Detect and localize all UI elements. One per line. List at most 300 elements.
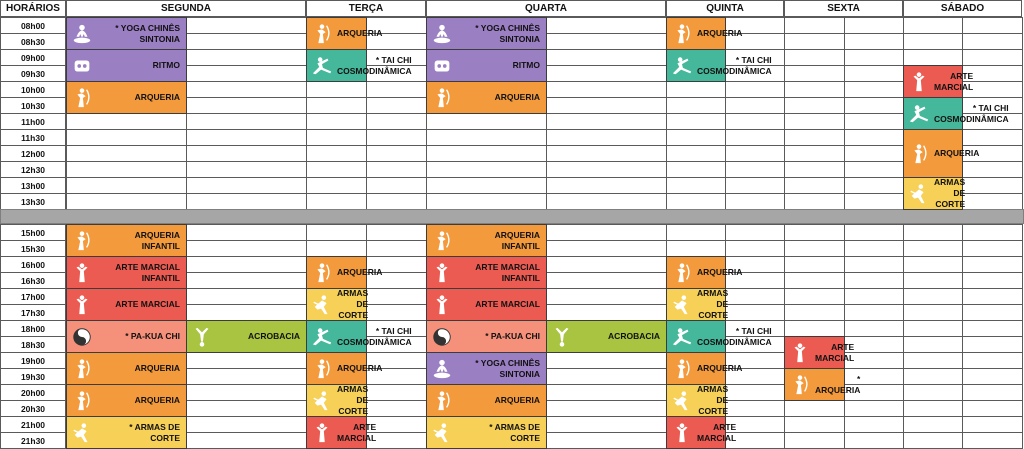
archer-icon <box>67 353 97 384</box>
empty-cell <box>666 145 726 162</box>
empty-cell <box>186 145 307 162</box>
empty-cell <box>186 384 307 401</box>
empty-cell <box>784 177 845 194</box>
class-label-line: ARMAS DE <box>337 384 369 405</box>
class-label <box>97 230 186 252</box>
empty-cell <box>306 193 367 210</box>
empty-cell <box>306 97 367 114</box>
class-block[interactable] <box>903 65 974 98</box>
class-label <box>457 358 546 380</box>
class-block[interactable] <box>666 416 737 449</box>
class-label <box>457 23 546 45</box>
class-label-line: ARMAS DE <box>697 288 729 309</box>
empty-cell <box>66 113 187 130</box>
class-label <box>697 363 748 374</box>
empty-cell <box>784 416 845 433</box>
empty-cell <box>186 256 307 273</box>
empty-cell <box>186 352 307 369</box>
empty-cell <box>666 129 726 146</box>
class-label <box>697 288 734 321</box>
martial-arts-icon <box>427 257 457 288</box>
empty-cell <box>186 240 307 257</box>
class-label-line: * TAI CHI <box>735 325 772 336</box>
class-label <box>97 363 186 374</box>
empty-cell <box>962 320 1023 337</box>
day-header-5: SÁBADO <box>903 0 1022 17</box>
day-header-2: QUARTA <box>426 0 666 17</box>
empty-cell <box>186 177 307 194</box>
class-block[interactable] <box>66 49 187 82</box>
empty-cell <box>725 240 785 257</box>
empty-cell <box>903 288 963 305</box>
empty-cell <box>546 129 667 146</box>
time-label: 13h00 <box>0 177 66 194</box>
empty-cell <box>366 384 427 401</box>
empty-cell <box>725 113 785 130</box>
empty-cell <box>426 113 547 130</box>
empty-cell <box>186 432 307 449</box>
class-label-line: ARQUERIA <box>697 28 743 38</box>
class-block[interactable] <box>784 368 861 401</box>
empty-cell <box>844 224 904 241</box>
empty-cell <box>546 256 667 273</box>
drum-icon <box>427 50 457 81</box>
class-label-line: ARQUERIA <box>337 267 383 277</box>
empty-cell <box>546 400 667 417</box>
empty-cell <box>784 161 845 178</box>
empty-cell <box>962 224 1023 241</box>
empty-cell <box>844 400 904 417</box>
class-block[interactable] <box>306 384 367 417</box>
yin-yang-icon <box>427 321 457 352</box>
time-label: 17h30 <box>0 304 66 321</box>
class-block[interactable] <box>426 416 547 449</box>
day-header-1: TERÇA <box>306 0 426 17</box>
class-block[interactable] <box>66 288 187 321</box>
empty-cell <box>186 193 307 210</box>
class-block[interactable] <box>66 81 187 114</box>
day-header-0: SEGUNDA <box>66 0 306 17</box>
class-label-line: ARMAS DE <box>337 288 369 309</box>
class-label <box>457 92 546 103</box>
martial-arts-icon <box>785 337 815 368</box>
empty-cell <box>962 352 1023 369</box>
class-label-line: ARQUERIA <box>494 395 540 405</box>
class-label <box>97 262 186 284</box>
class-label-line: * TAI CHI <box>375 54 412 65</box>
class-block[interactable] <box>666 320 772 353</box>
empty-cell <box>844 145 904 162</box>
class-block[interactable] <box>306 416 377 449</box>
empty-cell <box>426 177 547 194</box>
class-block[interactable] <box>666 288 729 321</box>
empty-cell <box>844 193 904 210</box>
empty-cell <box>666 113 726 130</box>
empty-cell <box>844 161 904 178</box>
empty-cell <box>844 272 904 289</box>
empty-cell <box>66 177 187 194</box>
empty-cell <box>306 224 367 241</box>
time-label: 10h00 <box>0 81 66 98</box>
empty-cell <box>666 81 726 98</box>
class-block[interactable] <box>426 81 547 114</box>
empty-cell <box>784 272 845 289</box>
class-label <box>337 267 388 278</box>
class-label-line: * ARMAS DE <box>129 421 180 432</box>
empty-cell <box>903 368 963 385</box>
class-label-line: ARTE MARCIAL <box>115 299 180 309</box>
empty-cell <box>306 145 367 162</box>
empty-cell <box>66 193 187 210</box>
class-label <box>934 177 971 210</box>
empty-cell <box>962 400 1023 417</box>
empty-cell <box>546 33 667 50</box>
time-label: 08h00 <box>0 17 66 34</box>
empty-cell <box>844 304 904 321</box>
empty-cell <box>546 161 667 178</box>
empty-cell <box>186 272 307 289</box>
time-label: 10h30 <box>0 97 66 114</box>
empty-cell <box>844 177 904 194</box>
class-block[interactable] <box>306 352 383 385</box>
class-label-line: COSMODINÂMICA <box>697 65 772 76</box>
empty-cell <box>844 416 904 433</box>
class-block[interactable] <box>66 416 187 449</box>
empty-cell <box>962 368 1023 385</box>
day-header-3: QUINTA <box>666 0 784 17</box>
empty-cell <box>186 161 307 178</box>
class-label-line: ARTE MARCIAL <box>815 341 855 363</box>
class-label <box>577 331 666 342</box>
time-label: 08h30 <box>0 33 66 50</box>
empty-cell <box>903 320 963 337</box>
empty-cell <box>903 400 963 417</box>
class-label-line: CORTE <box>338 310 369 320</box>
empty-cell <box>962 336 1023 353</box>
empty-cell <box>962 240 1023 257</box>
time-label: 12h00 <box>0 145 66 162</box>
class-label-line: * PA-KUA CHI <box>125 331 180 341</box>
class-label-line: INFANTIL <box>141 240 180 251</box>
class-label <box>697 326 778 348</box>
day-header-4: SEXTA <box>784 0 903 17</box>
class-block[interactable] <box>666 352 743 385</box>
class-label-line: * ARMAS DE <box>489 421 540 432</box>
class-block[interactable] <box>903 177 966 210</box>
empty-cell <box>546 81 667 98</box>
class-block[interactable] <box>426 384 547 417</box>
class-label-line: CORTE <box>698 406 729 416</box>
class-block[interactable] <box>546 320 667 353</box>
class-block[interactable] <box>306 49 412 82</box>
class-block[interactable] <box>306 256 383 289</box>
time-label: 15h00 <box>0 224 66 241</box>
empty-cell <box>784 432 845 449</box>
class-label <box>457 230 546 252</box>
class-label-line: RITMO <box>512 60 540 70</box>
header-horarios: HORÁRIOS <box>0 0 66 17</box>
class-label-line: * TAI CHI <box>972 102 1009 113</box>
empty-cell <box>66 129 187 146</box>
empty-cell <box>903 352 963 369</box>
class-label <box>97 422 186 444</box>
empty-cell <box>844 256 904 273</box>
class-label-line: ARQUERIA <box>494 229 540 240</box>
class-label-line: * PA-KUA CHI <box>485 331 540 341</box>
class-block[interactable] <box>66 17 187 50</box>
class-label-line: ARQUERIA <box>934 148 980 158</box>
empty-cell <box>366 97 427 114</box>
sword-icon <box>667 289 697 320</box>
class-block[interactable] <box>426 49 547 82</box>
empty-cell <box>306 81 367 98</box>
class-block[interactable] <box>426 224 547 257</box>
class-label-line: ACROBACIA <box>608 331 660 341</box>
empty-cell <box>306 161 367 178</box>
empty-cell <box>546 177 667 194</box>
class-label-line: CORTE <box>510 432 540 443</box>
time-label: 16h30 <box>0 272 66 289</box>
acrobat-icon <box>547 321 577 352</box>
class-block[interactable] <box>903 97 1009 130</box>
class-label <box>97 60 186 71</box>
martial-arts-icon <box>667 417 697 448</box>
class-label-line: ARTE MARCIAL <box>475 299 540 309</box>
class-label-line: ARQUERIA <box>337 363 383 373</box>
class-block[interactable] <box>903 129 980 178</box>
empty-cell <box>784 256 845 273</box>
class-block[interactable] <box>426 352 547 385</box>
empty-cell <box>844 65 904 82</box>
class-label <box>337 55 418 77</box>
class-label <box>934 71 979 93</box>
class-block[interactable] <box>426 17 547 50</box>
empty-cell <box>784 145 845 162</box>
archer-icon <box>667 257 697 288</box>
class-label <box>697 267 748 278</box>
archer-icon <box>67 82 97 113</box>
class-label-line: ACROBACIA <box>248 331 300 341</box>
time-label: 19h30 <box>0 368 66 385</box>
empty-cell <box>546 288 667 305</box>
meditation-icon <box>427 18 457 49</box>
class-label <box>934 148 985 159</box>
class-label <box>457 262 546 284</box>
empty-cell <box>186 49 307 66</box>
class-block[interactable] <box>66 256 187 289</box>
empty-cell <box>186 17 307 34</box>
class-block[interactable] <box>666 384 729 417</box>
empty-cell <box>546 17 667 34</box>
empty-cell <box>784 113 845 130</box>
empty-cell <box>546 193 667 210</box>
class-label-line: ARQUERIA <box>337 28 383 38</box>
empty-cell <box>725 177 785 194</box>
archer-icon <box>667 18 697 49</box>
empty-cell <box>903 17 963 34</box>
class-label-line: ARMAS DE <box>934 177 966 198</box>
empty-cell <box>903 256 963 273</box>
time-label: 16h00 <box>0 256 66 273</box>
martial-arts-icon <box>67 257 97 288</box>
class-block[interactable] <box>666 17 743 50</box>
archer-icon <box>667 353 697 384</box>
empty-cell <box>366 240 427 257</box>
class-label-line: CORTE <box>698 310 729 320</box>
class-label-line: ARTE MARCIAL <box>337 421 377 443</box>
class-block[interactable] <box>66 384 187 417</box>
sword-icon <box>904 178 934 209</box>
empty-cell <box>186 368 307 385</box>
empty-cell <box>725 224 785 241</box>
class-block[interactable] <box>66 352 187 385</box>
empty-cell <box>666 177 726 194</box>
class-label <box>337 422 382 444</box>
archer-icon <box>67 225 97 256</box>
archer-icon <box>307 18 337 49</box>
empty-cell <box>186 97 307 114</box>
empty-cell <box>546 368 667 385</box>
empty-cell <box>546 224 667 241</box>
tai-chi-icon <box>667 321 697 352</box>
meditation-icon <box>67 18 97 49</box>
empty-cell <box>186 288 307 305</box>
empty-cell <box>844 432 904 449</box>
sword-icon <box>67 417 97 448</box>
empty-cell <box>784 240 845 257</box>
martial-arts-icon <box>427 289 457 320</box>
class-label-line: CORTE <box>935 199 966 209</box>
class-label <box>457 299 546 310</box>
empty-cell <box>366 224 427 241</box>
empty-cell <box>186 129 307 146</box>
class-block[interactable] <box>186 320 307 353</box>
time-label: 20h00 <box>0 384 66 401</box>
empty-cell <box>903 304 963 321</box>
class-label-line: * ARQUERIA <box>815 373 861 395</box>
class-label-line: SINTONIA <box>499 33 540 44</box>
tai-chi-icon <box>307 50 337 81</box>
empty-cell <box>426 161 547 178</box>
empty-cell <box>725 145 785 162</box>
class-label <box>217 331 306 342</box>
class-block[interactable] <box>426 320 547 353</box>
class-label <box>697 422 742 444</box>
archer-icon <box>427 82 457 113</box>
archer-icon <box>67 385 97 416</box>
time-label: 18h00 <box>0 320 66 337</box>
empty-cell <box>903 240 963 257</box>
time-label: 15h30 <box>0 240 66 257</box>
class-label-line: INFANTIL <box>501 240 540 251</box>
class-label-line: ARTE MARCIAL <box>475 261 540 272</box>
class-block[interactable] <box>66 224 187 257</box>
empty-cell <box>306 240 367 257</box>
empty-cell <box>186 304 307 321</box>
class-label-line: * YOGA CHINÊS <box>475 357 540 368</box>
tai-chi-icon <box>904 98 934 129</box>
empty-cell <box>784 97 845 114</box>
class-label <box>337 288 374 321</box>
drum-icon <box>67 50 97 81</box>
time-label: 21h00 <box>0 416 66 433</box>
sword-icon <box>427 417 457 448</box>
empty-cell <box>962 384 1023 401</box>
class-block[interactable] <box>306 288 367 321</box>
class-block[interactable] <box>306 17 383 50</box>
class-label-line: RITMO <box>152 60 180 70</box>
class-label <box>697 384 734 417</box>
empty-cell <box>546 304 667 321</box>
class-block[interactable] <box>426 288 547 321</box>
empty-cell <box>666 161 726 178</box>
class-label-line: SINTONIA <box>139 33 180 44</box>
empty-cell <box>666 97 726 114</box>
empty-cell <box>366 145 427 162</box>
class-label-line: ARQUERIA <box>697 267 743 277</box>
time-label: 21h30 <box>0 432 66 449</box>
class-label-line: * YOGA CHINÊS <box>115 22 180 33</box>
empty-cell <box>366 193 427 210</box>
empty-cell <box>784 193 845 210</box>
empty-cell <box>546 432 667 449</box>
class-label-line: * TAI CHI <box>735 54 772 65</box>
class-block[interactable] <box>66 320 187 353</box>
class-block[interactable] <box>784 336 855 369</box>
class-label <box>457 60 546 71</box>
empty-cell <box>962 272 1023 289</box>
empty-cell <box>844 49 904 66</box>
class-label-line: ARMAS DE <box>697 384 729 405</box>
class-block[interactable] <box>666 256 743 289</box>
empty-cell <box>186 416 307 433</box>
empty-cell <box>186 33 307 50</box>
empty-cell <box>725 161 785 178</box>
time-label: 09h00 <box>0 49 66 66</box>
class-label <box>815 342 860 364</box>
class-block[interactable] <box>306 320 412 353</box>
class-block[interactable] <box>666 49 772 82</box>
empty-cell <box>962 416 1023 433</box>
empty-cell <box>962 129 1023 146</box>
class-label-line: * TAI CHI <box>375 325 412 336</box>
archer-icon <box>904 130 934 177</box>
empty-cell <box>546 97 667 114</box>
empty-cell <box>546 240 667 257</box>
empty-cell <box>66 145 187 162</box>
class-label-line: COSMODINÂMICA <box>697 336 772 347</box>
empty-cell <box>844 288 904 305</box>
empty-cell <box>903 416 963 433</box>
class-label-line: ARTE MARCIAL <box>115 261 180 272</box>
class-label-line: COSMODINÂMICA <box>337 65 412 76</box>
time-label: 20h30 <box>0 400 66 417</box>
class-label-line: ARTE MARCIAL <box>934 70 974 92</box>
class-label-line: ARQUERIA <box>134 363 180 373</box>
time-label: 12h30 <box>0 161 66 178</box>
class-label <box>337 326 418 348</box>
class-label-line: CORTE <box>150 432 180 443</box>
empty-cell <box>844 320 904 337</box>
time-label: 17h00 <box>0 288 66 305</box>
class-label <box>337 363 388 374</box>
class-block[interactable] <box>426 256 547 289</box>
empty-cell <box>903 432 963 449</box>
archer-icon <box>307 353 337 384</box>
class-label-line: INFANTIL <box>141 272 180 283</box>
empty-cell <box>844 129 904 146</box>
empty-cell <box>784 49 845 66</box>
